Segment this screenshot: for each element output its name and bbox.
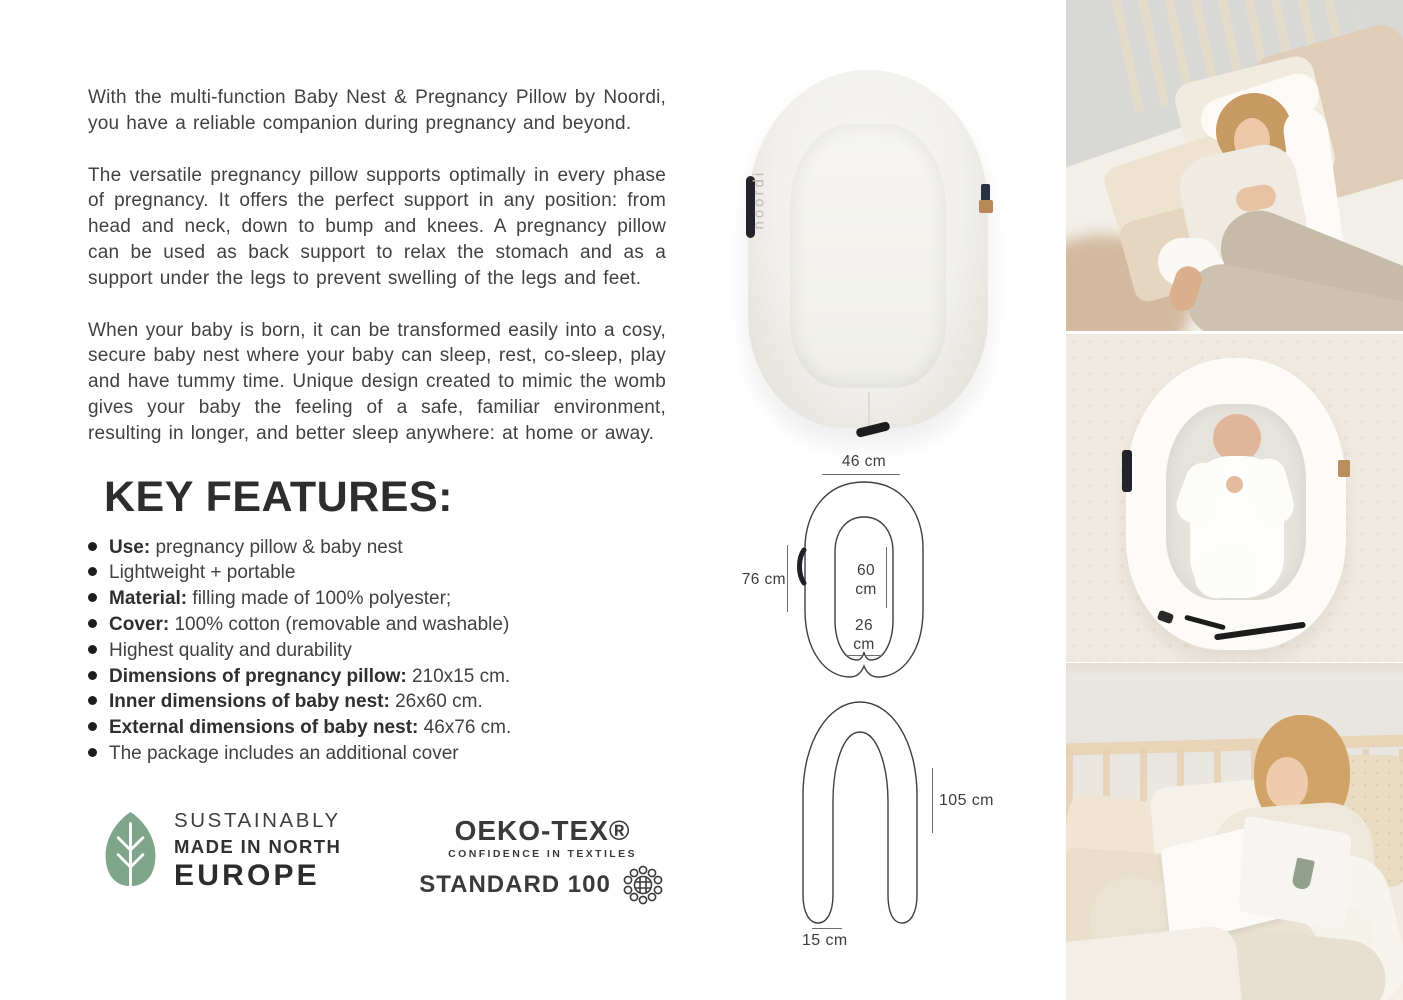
dim-line-outer-height: [787, 545, 788, 612]
feature-item: [88, 689, 666, 715]
dim-line-inner-height: [886, 547, 887, 608]
sustainably-text: [174, 809, 341, 893]
leaf-icon: [102, 810, 159, 892]
feature-item: [88, 535, 666, 561]
nest-mattress: [790, 124, 946, 388]
dim-line-pillow-height: [932, 768, 933, 833]
feature-item: [88, 741, 666, 767]
feature-text: [109, 586, 451, 612]
photo-pregnant-woman-with-pillow: [1066, 0, 1403, 331]
feature-value: The package includes an additional cover: [109, 742, 459, 764]
baby-nest-dimension-diagram: [740, 440, 1000, 690]
nest-leather-tag: [1338, 460, 1350, 477]
baby-nest: [1126, 358, 1346, 650]
feature-item: [88, 560, 666, 586]
dim-line-pillow-thickness: [812, 928, 842, 929]
certification-badges: [88, 809, 666, 908]
feature-value: filling made of 100% polyester;: [187, 588, 452, 610]
feature-item: [88, 612, 666, 638]
feature-value: 100% cotton (removable and washable): [169, 613, 510, 635]
oeko-tex-badge: [419, 815, 666, 908]
key-features-heading: KEY FEATURES:: [104, 472, 453, 521]
bullet-icon: [88, 748, 97, 757]
feature-text: [109, 741, 459, 767]
feature-value: Lightweight + portable: [109, 562, 296, 584]
feature-item: [88, 715, 666, 741]
bullet-icon: [88, 593, 97, 602]
intro-paragraph: The versatile pregnancy pillow supports optimally in every phase of pregnancy. It offers the perfect support in any position: from head and neck, down to bump and knees. A pregnancy pillow can be used as back support to relax the stomach and as a support under the legs to prevent swelling of the legs and feet.: [88, 164, 666, 289]
feature-value: pregnancy pillow & baby nest: [150, 536, 403, 558]
feature-item: [88, 664, 666, 690]
dim-line-inner-width: [845, 655, 882, 656]
photo-gallery: [1066, 0, 1403, 1000]
feature-item: [88, 638, 666, 664]
dim-outer-width: 46 cm: [841, 453, 887, 470]
dim-pillow-thickness: 15 cm: [802, 932, 848, 949]
oeko-tex-title: OEKO-TEX®: [454, 814, 631, 846]
dim-inner-width: 26 cm: [853, 617, 875, 653]
intro-paragraphs: [88, 85, 666, 447]
feature-label: Material:: [109, 588, 188, 610]
feature-label: Cover:: [109, 613, 170, 635]
sustainably-badge: [102, 809, 341, 893]
sustainably-line1: SUSTAINABLY: [174, 808, 341, 832]
oeko-tex-standard: STANDARD 100: [419, 870, 611, 898]
photo-baby-in-nest: [1066, 334, 1403, 662]
bullet-icon: [88, 542, 97, 551]
dim-line-outer-width: [822, 474, 900, 475]
dim-inner-height: 60 cm: [855, 562, 877, 598]
sustainably-line2: MADE IN NORTH: [174, 835, 342, 857]
woman-face: [1266, 757, 1308, 809]
feature-label: External dimensions of baby nest:: [109, 717, 419, 739]
feature-text: [109, 689, 483, 715]
feature-text: [109, 560, 295, 586]
sustainably-line3: EUROPE: [174, 858, 320, 892]
bullet-icon: [88, 696, 97, 705]
oeko-tex-mark-icon: [620, 862, 666, 908]
description-section: [88, 85, 666, 908]
bullet-icon: [88, 619, 97, 628]
feature-text: [109, 535, 403, 561]
feature-label: Dimensions of pregnancy pillow:: [109, 665, 407, 687]
intro-paragraph: With the multi-function Baby Nest & Pregnancy Pillow by Noordi, you have a reliable companion during pregnancy and beyond.: [88, 87, 666, 134]
oeko-tex-standard-row: [419, 862, 666, 908]
feature-value: 26x60 cm.: [389, 691, 483, 713]
bullet-icon: [88, 567, 97, 576]
dim-outer-height: 76 cm: [741, 571, 786, 588]
product-photo-baby-nest: [748, 70, 988, 428]
feature-text: [109, 612, 509, 638]
bullet-icon: [88, 645, 97, 654]
brand-label: [751, 212, 768, 230]
bullet-icon: [88, 671, 97, 680]
dim-pillow-height: 105 cm: [939, 792, 994, 809]
feature-value: Highest quality and durability: [109, 639, 352, 661]
oeko-tex-subtitle: CONFIDENCE IN TEXTILES: [448, 847, 637, 860]
feature-text: [109, 638, 352, 664]
feature-label: Use:: [109, 536, 151, 558]
pregnancy-pillow-outline: [740, 690, 1000, 950]
nest-handle: [1122, 450, 1132, 492]
feature-value: 46x76 cm.: [418, 717, 512, 739]
baby-hand: [1226, 476, 1243, 493]
pregnancy-pillow-dimension-diagram: [740, 690, 1040, 960]
photo-woman-reading-with-pillow: [1066, 663, 1403, 1000]
feature-label: Inner dimensions of baby nest:: [109, 691, 390, 713]
product-visuals: [700, 0, 1070, 1000]
key-features-list: [88, 535, 666, 767]
feature-text: [109, 664, 510, 690]
nest-cleft: [868, 392, 870, 426]
baby-head: [1213, 414, 1261, 462]
feature-text: [109, 715, 511, 741]
nest-leather-tag: [979, 200, 993, 213]
intro-paragraph: When your baby is born, it can be transformed easily into a cosy, secure baby nest where your baby can sleep, rest, co-sleep, play and have tummy time. Unique design created to mimic the womb gives your baby the feeling of a safe, familiar environment, resulting in longer, and better sleep anywhere: at home or away.: [88, 319, 666, 444]
feature-value: 210x15 cm.: [406, 665, 511, 687]
feature-item: [88, 586, 666, 612]
bullet-icon: [88, 722, 97, 731]
